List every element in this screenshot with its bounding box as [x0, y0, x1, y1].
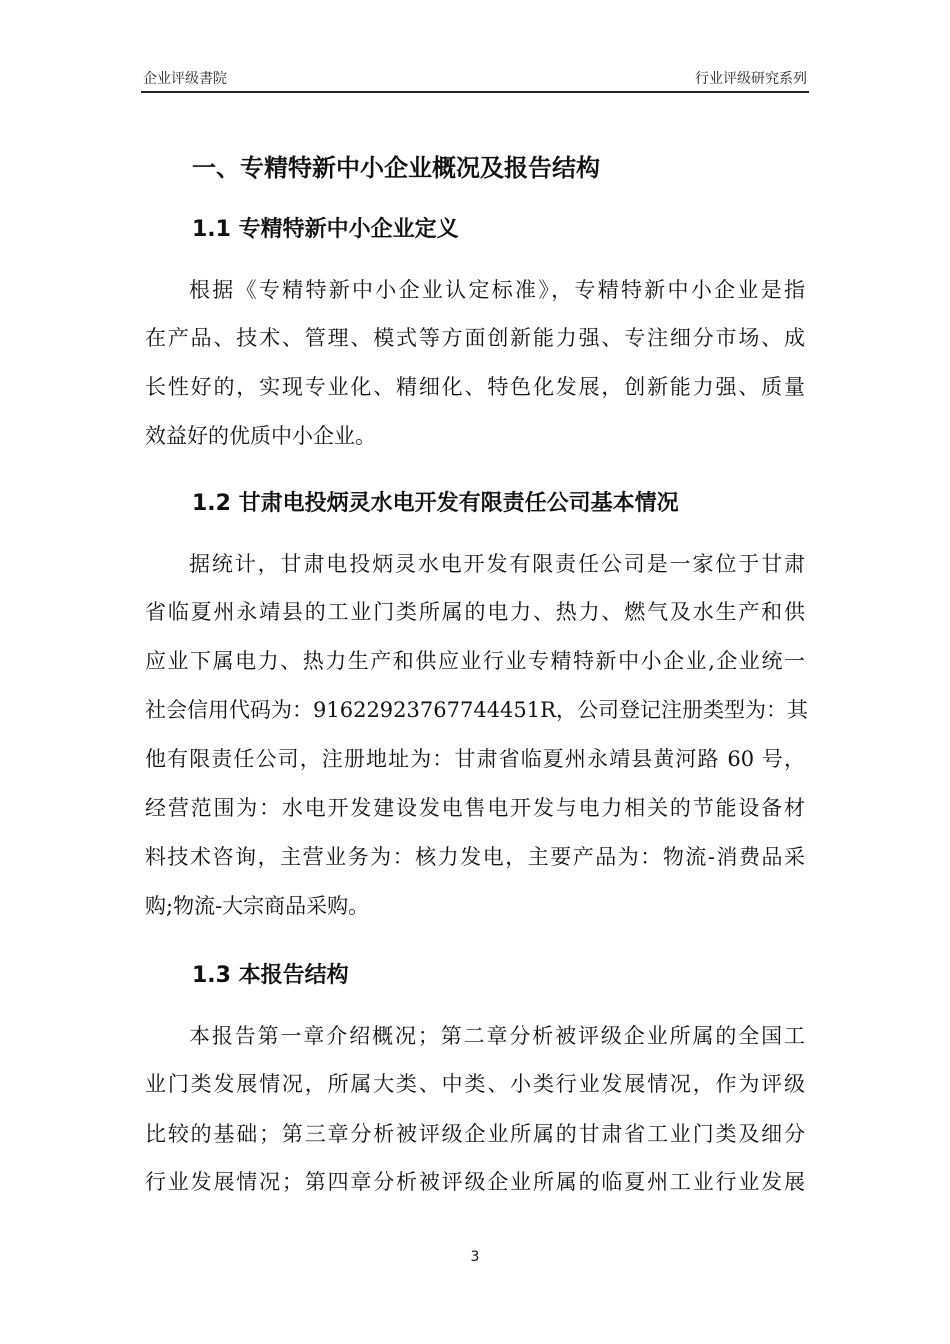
- paragraph-line: 行业发展情况；第四章分析被评级企业所属的临夏州工业行业发展: [145, 1170, 805, 1194]
- paragraph-line: 效益好的优质中小企业。: [145, 424, 376, 448]
- paragraph-line: 根据《专精特新中小企业认定标准》，专精特新中小企业是指: [189, 278, 805, 302]
- paragraph-line: 据统计，甘肃电投炳灵水电开发有限责任公司是一家位于甘肃: [189, 552, 805, 576]
- header-rule: [141, 91, 809, 93]
- chapter-title: 一、专精特新中小企业概况及报告结构: [192, 154, 600, 182]
- paragraph-line: 应业下属电力、热力生产和供应业行业专精特新中小企业,企业统一: [145, 649, 805, 673]
- paragraph-line: 购;物流-大宗商品采购。: [145, 894, 370, 918]
- header-right: 行业评级研究系列: [695, 71, 807, 87]
- section-heading-1-1: 1.1 专精特新中小企业定义: [192, 217, 459, 242]
- header-left: 企业评级書院: [143, 71, 227, 87]
- paragraph-line: 经营范围为：水电开发建设发电售电开发与电力相关的节能设备材: [145, 796, 805, 820]
- paragraph-line: 长性好的，实现专业化、精细化、特色化发展，创新能力强、质量: [145, 375, 805, 399]
- paragraph-line: 业门类发展情况，所属大类、中类、小类行业发展情况，作为评级: [145, 1072, 805, 1096]
- paragraph-line: 比较的基础；第三章分析被评级企业所属的甘肃省工业门类及细分: [145, 1122, 805, 1146]
- paragraph-line: 社会信用代码为：91622923767744451R，公司登记注册类型为：其: [145, 698, 808, 722]
- paragraph-line: 在产品、技术、管理、模式等方面创新能力强、专注细分市场、成: [145, 326, 805, 350]
- paragraph-line: 省临夏州永靖县的工业门类所属的电力、热力、燃气及水生产和供: [145, 600, 805, 624]
- paragraph-line: 他有限责任公司，注册地址为：甘肃省临夏州永靖县黄河路 60 号，: [145, 747, 805, 771]
- page-number: 3: [470, 1249, 480, 1265]
- section-heading-1-2: 1.2 甘肃电投炳灵水电开发有限责任公司基本情况: [192, 491, 679, 516]
- paragraph-line: 本报告第一章介绍概况；第二章分析被评级企业所属的全国工: [189, 1024, 805, 1048]
- section-heading-1-3: 1.3 本报告结构: [192, 963, 349, 988]
- paragraph-line: 料技术咨询，主营业务为：核力发电，主要产品为：物流-消费品采: [145, 845, 805, 869]
